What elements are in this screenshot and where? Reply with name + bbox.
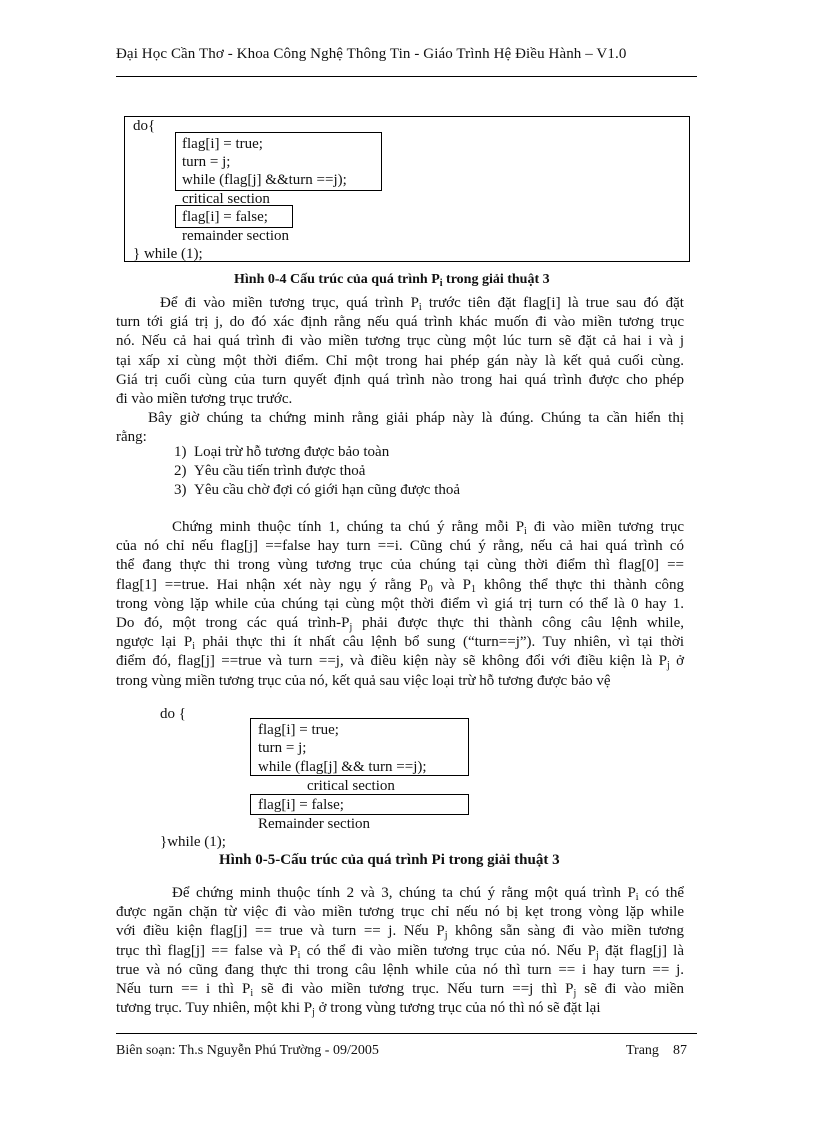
footer-divider [116, 1033, 697, 1034]
code-line: flag[i] = true; [182, 136, 263, 152]
text-line: rằng: [116, 429, 147, 446]
code-line: critical section [182, 191, 270, 207]
text-line: điểm đó, flag[j] ==true và turn ==j, và điều kiện này sẽ không đổi với điều kiện là $P_j$ ở [116, 653, 684, 672]
code-line: turn = j; [258, 740, 307, 756]
code-line: critical section [307, 778, 395, 794]
paragraph [116, 409, 684, 447]
paragraph [116, 884, 684, 1018]
text-line: Chứng minh thuộc tính 1, chúng ta chú ý rằng mỗi $P_i$ đi vào miền tương trục [172, 519, 684, 537]
text-line: Giá trị cuối cùng của turn quyết định quá trình nào trong hai quá trình được cho phép [116, 371, 684, 388]
code-line: while (flag[j] && turn ==j); [258, 759, 427, 775]
figure-caption-1: Hình 0-4 Cấu trúc của quá trình $P_i$ trong giải thuật 3 [234, 272, 550, 289]
list-item: 2) Yêu cầu tiến trình được thoả [174, 463, 366, 479]
text-line: của nó chỉ nếu flag[j] ==false hay turn ==i. Cũng chú ý rằng, nếu cả hai quá trình có [116, 538, 684, 555]
footer-author: Biên soạn: Th.s Nguyễn Phú Trường - 09/2005 [116, 1043, 379, 1058]
code-line: flag[i] = true; [258, 722, 339, 738]
text-line: true và nó cũng đang thực thi trong câu lệnh while của nó thì turn == i hay turn == j. [116, 961, 684, 978]
text-line: nó. Nếu cả hai quá trình đi vào miền tương trục cùng một lúc turn sẽ đặt cả hai i và j [116, 333, 684, 350]
code-line: }while (1); [160, 834, 226, 850]
code-line: remainder section [182, 228, 290, 244]
text-line: với điều kiện flag[j] == true và turn == j. Nếu $P_j$ không sẵn sàng đi vào miền tương [116, 923, 684, 942]
code-line: turn = j; [182, 154, 231, 170]
text-line: Bây giờ chúng ta chứng minh rằng giải pháp này là đúng. Chúng ta cần hiển thị [148, 410, 684, 426]
text-line: thể đang thực thi trong vùng tương trục của chúng tại cùng thời điểm thì flag[0] == [116, 557, 684, 574]
paragraph [116, 518, 684, 691]
text-line: trong vòng lặp while của chúng tại cùng một thời điểm vì giá trị turn có thể là 0 hay 1. [116, 595, 684, 612]
code-line: do { [160, 706, 186, 722]
text-line: trục thì flag[j] == false và $P_i$ có thể đi vào miền tương trục của nó. Nếu $P_j$ đặt flag[j] là [116, 942, 684, 961]
text-line: Để chứng minh thuộc tính 2 và 3, chúng ta chú ý rằng một quá trình $P_i$ có thể [172, 885, 685, 903]
code-line: while (flag[j] &&turn ==j); [182, 172, 347, 188]
text-line: trong vùng miền tương trục của nó, kết quả sau việc loại trừ hỗ tương được bảo vệ [116, 672, 611, 689]
code-line: do{ [133, 118, 156, 134]
list-item: 3) Yêu cầu chờ đợi có giới hạn cũng được thoả [174, 482, 461, 498]
list-item: 1) Loại trừ hỗ tương được bảo toàn [174, 444, 390, 460]
text-line: tại xấp xỉ cùng một thời điểm. Chỉ một trong hai phép gán này là kết quả cuối cùng. [116, 352, 684, 369]
text-line: Nếu turn == i thì $P_i$ sẽ đi vào miền tương trục. Nếu turn ==j thì $P_j$ sẽ đi vào miền [116, 980, 684, 999]
header-divider [116, 76, 697, 77]
text-line: Để đi vào miền tương trục, quá trình $P_i$ trước tiên đặt flag[i] là true sau đó đặt [160, 295, 684, 313]
text-line: tương trục. Tuy nhiên, một khi $P_j$ ở trong vùng tương trục của nó thì nó sẽ đặt lại [116, 1000, 601, 1019]
code-line: flag[i] = false; [258, 797, 344, 813]
code-line: } while (1); [133, 246, 203, 262]
paragraph [116, 294, 684, 409]
page-header: Đại Học Cần Thơ - Khoa Công Nghệ Thông Tin - Giáo Trình Hệ Điều Hành – V1.0 [116, 46, 627, 62]
figure-caption-2: Hình 0-5-Cấu trúc của quá trình Pi trong giải thuật 3 [219, 852, 560, 868]
code-line: flag[i] = false; [182, 209, 268, 225]
footer-page: Trang 87 [626, 1043, 687, 1058]
text-line: đi vào miền tương trục trước. [116, 390, 293, 407]
code-line: Remainder section [258, 816, 371, 832]
text-line: ngược lại $P_i$ phải thực thi ít nhất câu lệnh bổ sung (“turn==j”). Tuy nhiên, vì tại thời [116, 634, 684, 653]
text-line: được ngăn chặn từ việc đi vào miền tương trục chỉ nếu nó bị kẹt trong vòng lặp while [116, 904, 684, 921]
text-line: flag[1] ==true. Hai nhận xét này ngụ ý rằng $P_0$ và $P_1$ không thể thực thi thành công [116, 576, 684, 595]
text-line: turn tới giá trị j, do đó xác định rằng nếu quá trình khác muốn đi vào miền tương trục [116, 314, 684, 331]
text-line: Do đó, một trong các quá trình-$P_j$ phải được thực thi thành công câu lệnh while, [116, 614, 684, 633]
